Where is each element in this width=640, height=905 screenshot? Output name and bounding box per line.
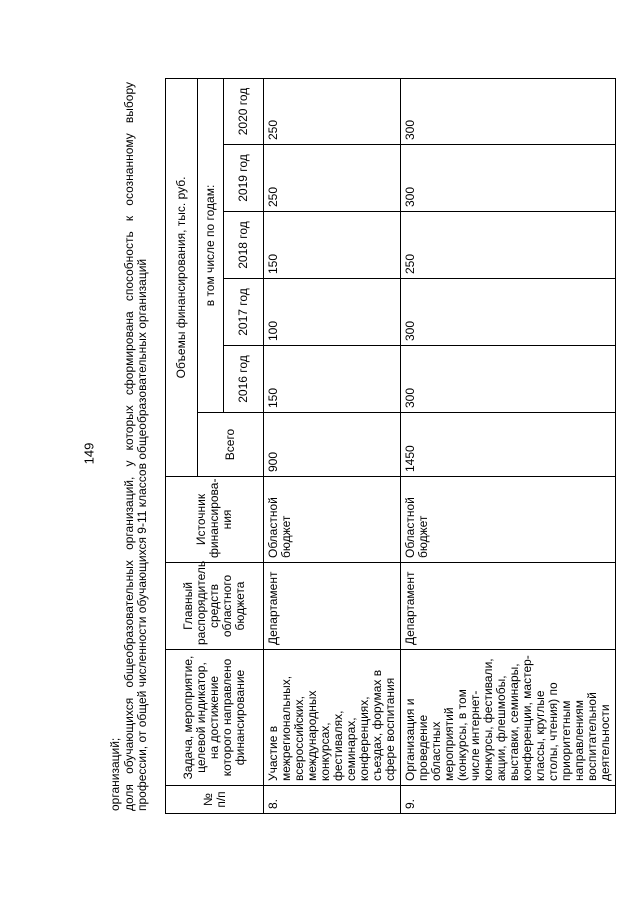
cell-year-value: 250 <box>401 212 616 279</box>
cell-year-value: 300 <box>401 279 616 346</box>
cell-year-value: 150 <box>264 346 401 413</box>
cell-num: 9. <box>401 786 616 814</box>
cell-num: 8. <box>264 786 401 814</box>
cell-distributor: Департамент <box>264 563 401 650</box>
header-by-years: в том числе по годам: <box>198 78 224 412</box>
funding-table <box>165 78 616 814</box>
intro-line: доля обучающихся общеобразовательных организаций, у которых сформирована способность к осознанному выбору <box>121 82 136 811</box>
intro-line: профессии, от общей численности обучающихся 9-11 классов общеобразовательных организаций <box>135 258 149 811</box>
cell-total: 1450 <box>401 413 616 477</box>
cell-total: 900 <box>264 413 401 477</box>
header-year: 2016 год <box>224 346 264 413</box>
intro-text <box>108 79 165 814</box>
intro-line: организаций; <box>108 737 122 811</box>
cell-year-value: 300 <box>401 145 616 212</box>
header-funding: Объемы финансирования, тыс. руб. <box>166 78 198 476</box>
cell-task: Участие в межрегиональных, всероссийских, международных конкурсах, фестивалях, семинарах, конференциях, съездах, форумах в сфере воспитания <box>264 650 401 786</box>
header-year: 2020 год <box>224 78 264 144</box>
cell-year-value: 250 <box>264 78 401 144</box>
header-year: 2019 год <box>224 145 264 212</box>
header-year: 2017 год <box>224 279 264 346</box>
header-distributor: Главный распорядитель средств областного бюджета <box>166 563 264 650</box>
cell-task: Организация и проведение областных мероприятий (конкурсы, в том числе интернет-конкурсы, фестивали, акции, флешмобы, выставки, семинары, конференции, мастер-классы, круглые столы, чтения) по приоритетным направлениям воспитательной деятельности <box>401 650 616 786</box>
header-task: Задача, мероприятие, целевой индикатор, на достижение которого направлено финансирование <box>166 650 264 786</box>
cell-year-value: 300 <box>401 346 616 413</box>
cell-source: Областной бюджет <box>264 477 401 563</box>
cell-year-value: 300 <box>401 78 616 144</box>
cell-year-value: 150 <box>264 212 401 279</box>
table-row <box>401 78 616 813</box>
cell-year-value: 100 <box>264 279 401 346</box>
rotated-page-content <box>108 79 612 814</box>
cell-distributor: Департамент <box>401 563 616 650</box>
header-source: Источник финансирова-ния <box>166 477 264 563</box>
table-row <box>264 78 401 813</box>
cell-year-value: 250 <box>264 145 401 212</box>
header-year: 2018 год <box>224 212 264 279</box>
header-num: № п/п <box>166 786 264 814</box>
page-number: 149 <box>81 442 97 465</box>
cell-source: Областной бюджет <box>401 477 616 563</box>
header-total: Всего <box>198 413 264 477</box>
